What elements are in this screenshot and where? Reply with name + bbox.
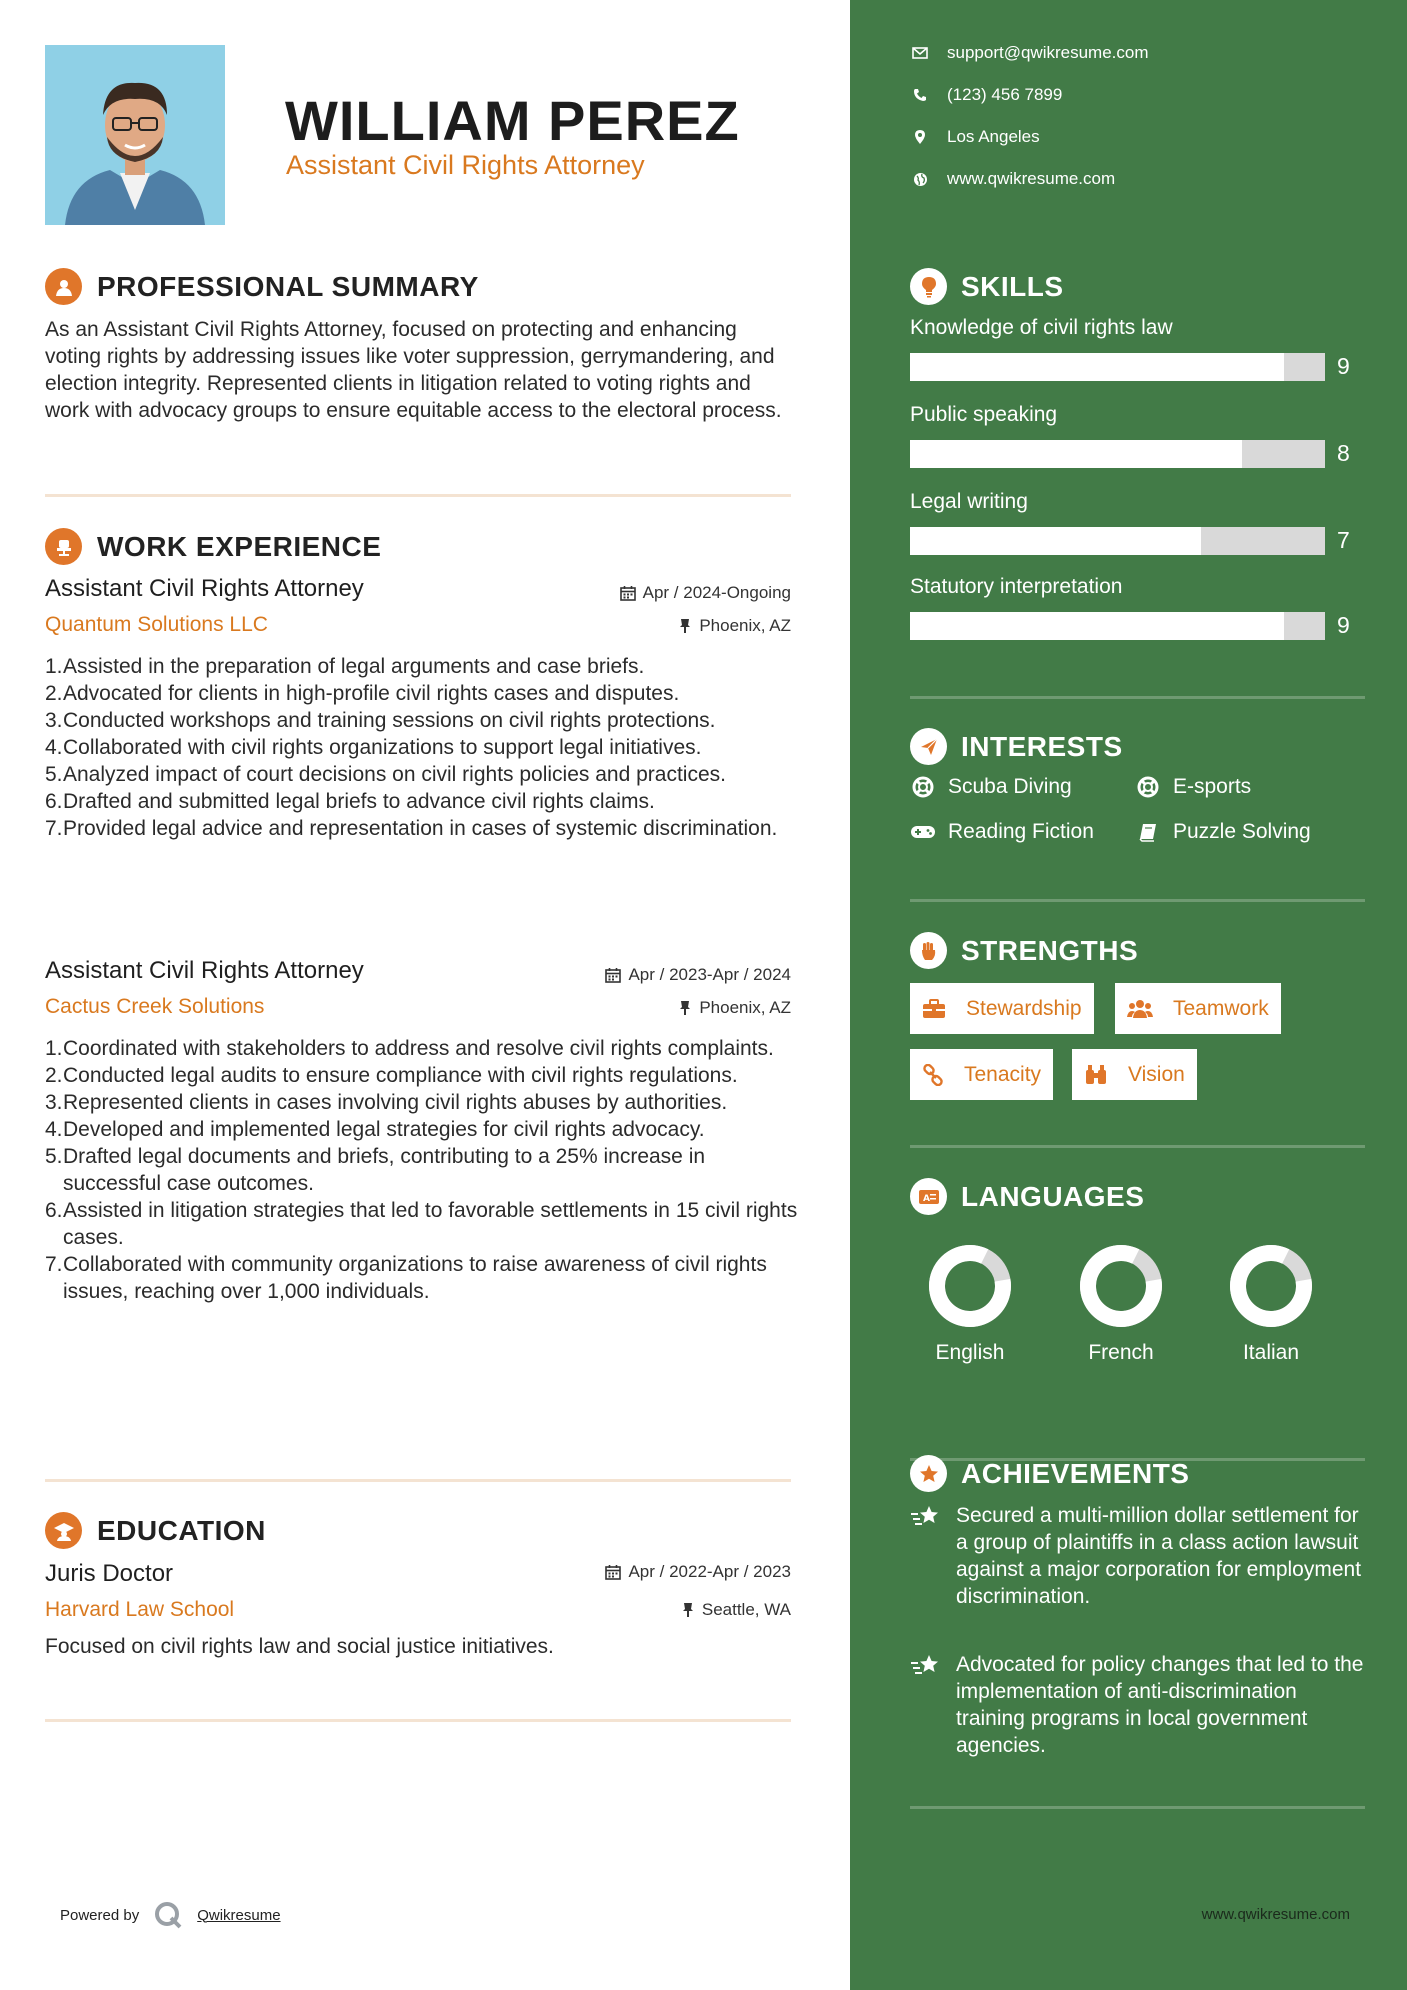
duty-item: 1. Coordinated with stakeholders to address and resolve civil rights complaints. (45, 1037, 774, 1060)
calendar-icon (605, 1564, 621, 1580)
candidate-name: WILLIAM PEREZ (285, 89, 740, 152)
duty-item: 1. Assisted in the preparation of legal arguments and case briefs. (45, 655, 645, 678)
strength-label: Teamwork (1173, 996, 1269, 1020)
skill-bar (910, 527, 1325, 555)
pin-icon (678, 618, 692, 634)
users-icon (1127, 999, 1163, 1019)
degree: Juris Doctor (45, 1560, 174, 1587)
job-duties-list (45, 1035, 805, 1305)
interest-item (1135, 775, 1251, 799)
languages-heading (910, 1178, 1144, 1215)
fist-icon (910, 932, 947, 969)
language-item (1211, 1243, 1331, 1365)
divider (910, 1145, 1365, 1148)
language-name: Italian (1242, 1341, 1300, 1364)
skill-name: Knowledge of civil rights law (910, 316, 1173, 339)
education-location-text: Seattle, WA (701, 1600, 791, 1619)
job-location-text: Phoenix, AZ (699, 998, 791, 1017)
summary-text: As an Assistant Civil Rights Attorney, focused on protecting and enhancing voting rights by addressing issues like voter suppression, gerrymandering, and election integrity. Represented clients in litigation related to voting rights and work with advocacy groups to ensure equitable access to the electoral process. (45, 318, 782, 422)
strength-label: Stewardship (966, 996, 1082, 1020)
contact-website-text[interactable]: www.qwikresume.com (947, 169, 1116, 188)
education-dates-text: Apr / 2022-Apr / 2023 (628, 1562, 791, 1581)
envelope-icon (910, 43, 930, 63)
education-title: EDUCATION (97, 1514, 266, 1546)
contact-location-text: Los Angeles (947, 127, 1040, 146)
duty-item: 3. Conducted workshops and training sessions on civil rights protections. (45, 709, 716, 732)
achievement-text: Advocated for policy changes that led to the implementation of anti-discrimination training programs in local government agencies. (956, 1653, 1364, 1757)
link-icon (922, 1064, 954, 1086)
map-marker-icon (910, 127, 930, 147)
contact-email-text[interactable]: support@qwikresume.com (947, 43, 1149, 62)
language-donut (1078, 1243, 1164, 1329)
achievements-heading (910, 1455, 1189, 1492)
duty-item: 7. Collaborated with community organizations to raise awareness of civil rights issues, reaching over 1,000 individuals. (45, 1253, 767, 1303)
achievements-title: ACHIEVEMENTS (961, 1457, 1190, 1489)
skill-bar-fill (910, 527, 1201, 555)
skill-bar (910, 353, 1325, 381)
achievement-text: Secured a multi-million dollar settlement for a group of plaintiffs in a class action lawsuit against a major corporation for employment discrimination. (956, 1504, 1362, 1608)
svg-text:A: A (922, 1193, 930, 1204)
experience-title: WORK EXPERIENCE (97, 530, 382, 562)
interest-label: Scuba Diving (948, 775, 1072, 798)
strength-label: Tenacity (964, 1062, 1042, 1086)
sidebar (850, 0, 1407, 1990)
job-duties-list (45, 653, 805, 842)
skills-title: SKILLS (961, 270, 1064, 302)
interest-item (1135, 820, 1311, 844)
star-badge-icon (910, 1455, 947, 1492)
contact-website (910, 169, 1115, 189)
skill-name: Legal writing (910, 490, 1028, 513)
summary-heading (45, 268, 479, 305)
experience-heading (45, 528, 381, 565)
job-dates-text: Apr / 2024-Ongoing (642, 583, 791, 602)
interest-item (910, 775, 1072, 799)
profile-photo (45, 45, 225, 225)
divider (910, 696, 1365, 699)
user-icon (45, 268, 82, 305)
skill-name: Public speaking (910, 403, 1058, 426)
language-card-icon (910, 1178, 947, 1215)
education-location (681, 1600, 791, 1620)
binoculars-icon (1084, 1064, 1118, 1086)
phone-icon (910, 85, 930, 105)
briefcase-chair-icon (45, 528, 82, 565)
contact-location (910, 127, 1040, 147)
skill-value: 7 (1337, 527, 1350, 553)
education-heading (45, 1512, 266, 1549)
shooting-star-icon (910, 1502, 946, 1610)
language-name: English (935, 1341, 1005, 1364)
strength-badge (910, 983, 1094, 1034)
duty-item: 6. Assisted in litigation strategies that led to favorable settlements in 15 civil rights cases. (45, 1199, 798, 1249)
briefcase-icon (922, 999, 956, 1019)
job-location (678, 998, 791, 1018)
divider (910, 899, 1365, 902)
interest-item (910, 820, 1094, 844)
languages-title: LANGUAGES (961, 1180, 1145, 1212)
pin-icon (681, 1602, 695, 1618)
contact-email (910, 43, 1149, 63)
skills-heading (910, 268, 1064, 305)
strengths-heading (910, 932, 1138, 969)
divider (45, 1719, 791, 1722)
skill-name: Statutory interpretation (910, 575, 1123, 598)
skill-bar (910, 612, 1325, 640)
job-location (678, 616, 791, 636)
interest-label: Reading Fiction (948, 820, 1094, 843)
qwikresume-logo-icon (153, 1900, 183, 1930)
skill-value: 9 (1337, 353, 1350, 379)
duty-item: 4. Collaborated with civil rights organizations to support legal initiatives. (45, 736, 702, 759)
duty-item: 4. Developed and implemented legal strategies for civil rights advocacy. (45, 1118, 705, 1141)
life-ring-icon (910, 776, 936, 798)
skill-bar-fill (910, 440, 1242, 468)
lightbulb-icon (910, 268, 947, 305)
strength-label: Vision (1128, 1062, 1185, 1086)
qwikresume-link[interactable]: Qwikresume (197, 1906, 281, 1924)
contact-phone (910, 85, 1062, 105)
contact-phone-text: (123) 456 7899 (947, 85, 1063, 104)
duty-item: 7. Provided legal advice and representation in cases of systemic discrimination. (45, 817, 778, 840)
school: Harvard Law School (45, 1598, 235, 1621)
divider (45, 494, 791, 497)
powered-by-label: Powered by (60, 1906, 140, 1924)
duty-item: 5. Drafted legal documents and briefs, contributing to a 25% increase in successful case outcomes. (45, 1145, 706, 1195)
interest-label: E-sports (1173, 775, 1252, 798)
strengths-title: STRENGTHS (961, 934, 1139, 966)
job-company: Quantum Solutions LLC (45, 613, 268, 636)
job-dates (620, 583, 791, 603)
divider (45, 1479, 791, 1482)
duty-item: 2. Conducted legal audits to ensure compliance with civil rights regulations. (45, 1064, 738, 1087)
strength-badge (910, 1049, 1053, 1100)
shooting-star-icon (910, 1651, 946, 1759)
duty-item: 3. Represented clients in cases involving civil rights abuses by authorities. (45, 1091, 728, 1114)
paper-plane-icon (910, 728, 947, 765)
graduation-icon (45, 1512, 82, 1549)
life-ring-icon (1135, 776, 1161, 798)
divider (910, 1806, 1365, 1809)
education-description: Focused on civil rights law and social justice initiatives. (45, 1635, 554, 1658)
candidate-role: Assistant Civil Rights Attorney (286, 150, 645, 180)
job-dates-text: Apr / 2023-Apr / 2024 (628, 965, 791, 984)
skill-value: 8 (1337, 440, 1350, 466)
education-dates (605, 1562, 791, 1582)
language-donut (927, 1243, 1013, 1329)
summary-title: PROFESSIONAL SUMMARY (97, 270, 479, 302)
strength-badge (1115, 983, 1281, 1034)
book-icon (1135, 821, 1161, 843)
language-name: French (1088, 1341, 1154, 1364)
duty-item: 2. Advocated for clients in high-profile civil rights cases and disputes. (45, 682, 680, 705)
gamepad-icon (910, 821, 936, 843)
skill-bar-fill (910, 612, 1284, 640)
skill-bar-fill (910, 353, 1284, 381)
achievement-item (910, 1651, 1370, 1759)
job-title: Assistant Civil Rights Attorney (45, 575, 364, 602)
language-item (1061, 1243, 1181, 1365)
achievement-item (910, 1502, 1370, 1610)
interests-heading (910, 728, 1123, 765)
powered-by (60, 1900, 281, 1930)
job-company: Cactus Creek Solutions (45, 995, 265, 1018)
job-location-text: Phoenix, AZ (699, 616, 791, 635)
calendar-icon (620, 585, 636, 601)
duty-item: 6. Drafted and submitted legal briefs to advance civil rights claims. (45, 790, 655, 813)
job-title: Assistant Civil Rights Attorney (45, 957, 364, 984)
language-item (910, 1243, 1030, 1365)
skill-bar (910, 440, 1325, 468)
pin-icon (678, 1000, 692, 1016)
job-dates (605, 965, 791, 985)
skill-value: 9 (1337, 612, 1350, 638)
interest-label: Puzzle Solving (1173, 820, 1311, 843)
interests-title: INTERESTS (961, 730, 1123, 762)
footer-url[interactable]: www.qwikresume.com (1201, 1906, 1350, 1923)
calendar-icon (605, 967, 621, 983)
language-donut (1228, 1243, 1314, 1329)
strength-badge (1072, 1049, 1197, 1100)
globe-icon (910, 169, 930, 189)
duty-item: 5. Analyzed impact of court decisions on civil rights policies and practices. (45, 763, 726, 786)
